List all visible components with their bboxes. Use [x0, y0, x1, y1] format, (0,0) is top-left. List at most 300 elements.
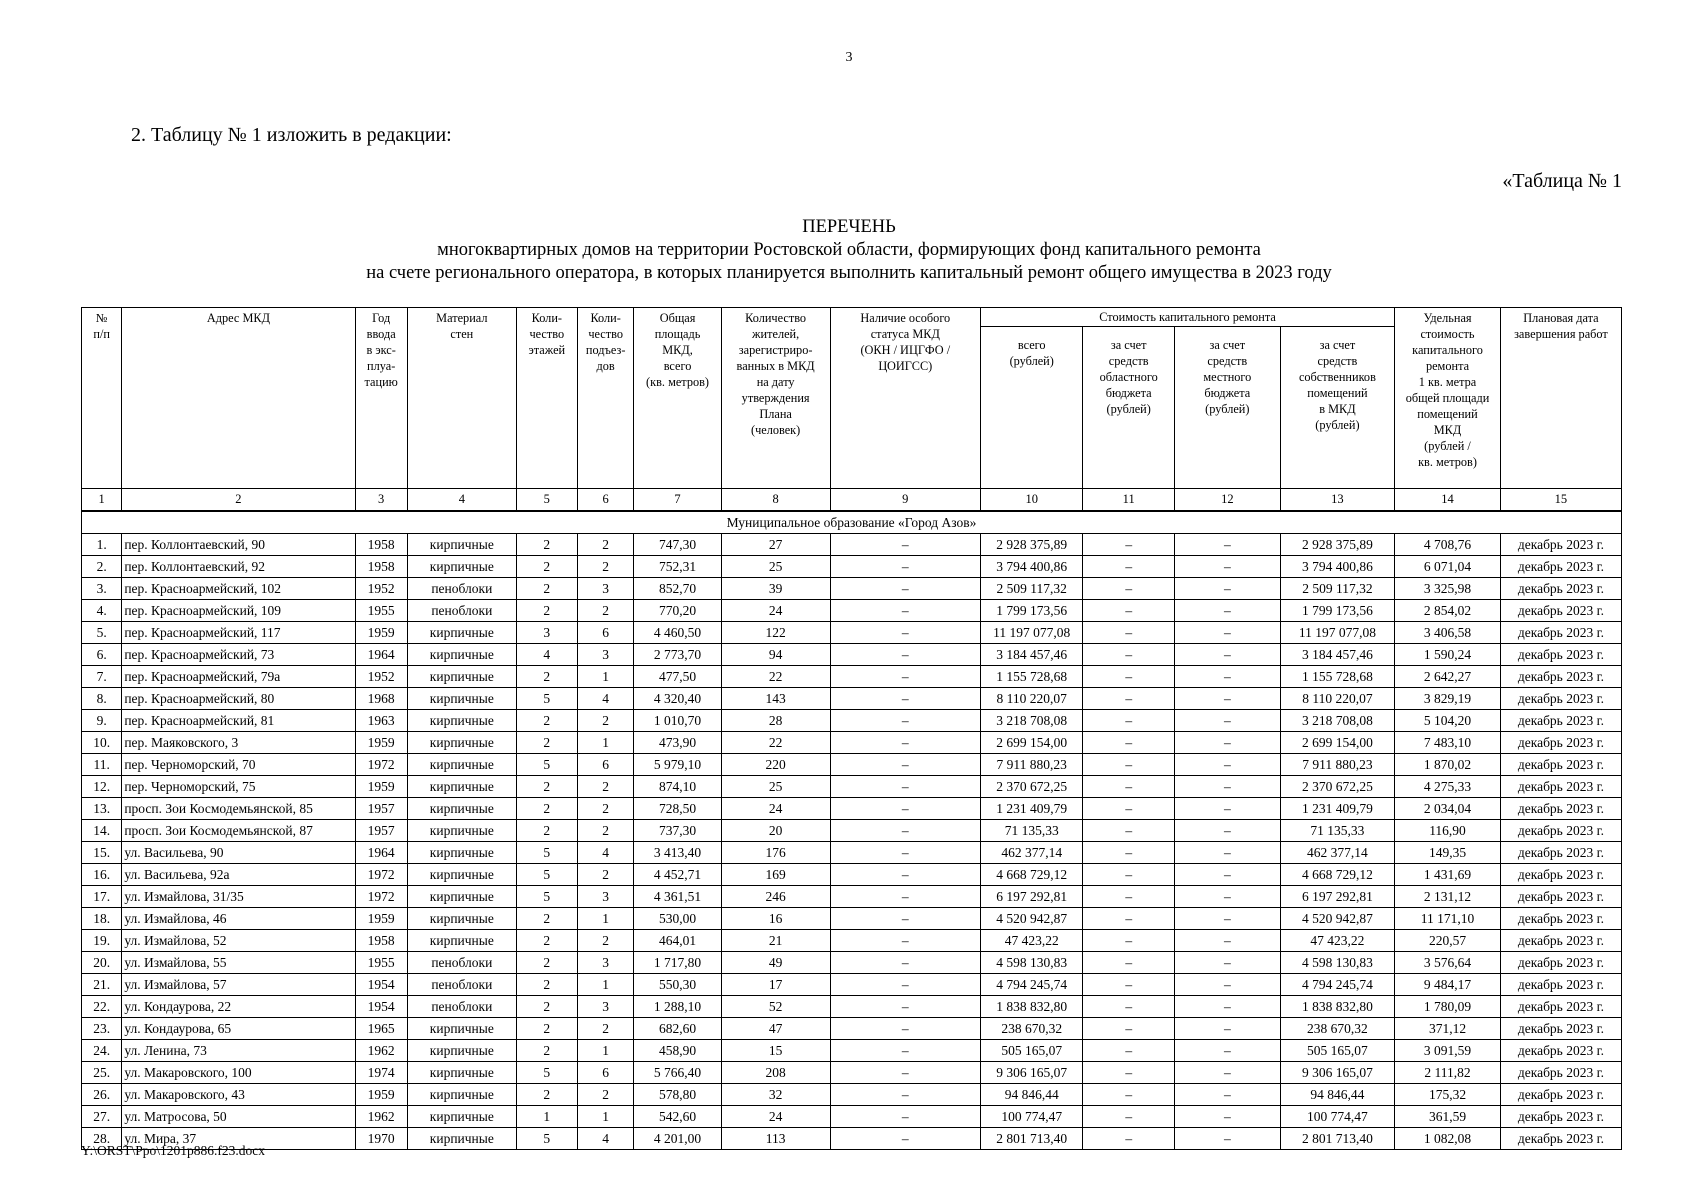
- cell-unit-cost: 11 171,10: [1395, 908, 1501, 930]
- cell-total-area: 458,90: [634, 1040, 721, 1062]
- cell-special-status: –: [830, 754, 980, 776]
- cell-cost-owners: 7 911 880,23: [1280, 754, 1394, 776]
- table-row: [82, 534, 1622, 556]
- header-material: Материал стен: [407, 308, 516, 489]
- cell-address: ул. Макаровского, 100: [122, 1062, 355, 1084]
- cell-unit-cost: 116,90: [1395, 820, 1501, 842]
- cell-row-num: 21.: [82, 974, 122, 996]
- cell-total-area: 1 010,70: [634, 710, 721, 732]
- cell-cost-total: 8 110 220,07: [981, 688, 1083, 710]
- header-deadline: Плановая дата завершения работ: [1500, 308, 1621, 489]
- cell-address: ул. Кондаурова, 22: [122, 996, 355, 1018]
- cell-row-num: 17.: [82, 886, 122, 908]
- cell-special-status: –: [830, 688, 980, 710]
- cell-cost-total: 238 670,32: [981, 1018, 1083, 1040]
- cell-unit-cost: 175,32: [1395, 1084, 1501, 1106]
- column-number: 5: [516, 489, 577, 512]
- cell-year: 1959: [355, 732, 407, 754]
- cell-unit-cost: 3 406,58: [1395, 622, 1501, 644]
- cell-cost-total: 47 423,22: [981, 930, 1083, 952]
- cell-total-area: 4 460,50: [634, 622, 721, 644]
- cell-deadline: декабрь 2023 г.: [1500, 754, 1621, 776]
- table-row: [82, 732, 1622, 754]
- cell-total-area: 4 320,40: [634, 688, 721, 710]
- cell-cost-owners: 100 774,47: [1280, 1106, 1394, 1128]
- cell-cost-total: 1 155 728,68: [981, 666, 1083, 688]
- cell-wall-material: пеноблоки: [407, 974, 516, 996]
- cell-cost-total: 2 370 672,25: [981, 776, 1083, 798]
- cell-cost-local: –: [1174, 996, 1280, 1018]
- cell-cost-owners: 94 846,44: [1280, 1084, 1394, 1106]
- cell-address: пер. Красноармейский, 80: [122, 688, 355, 710]
- cell-wall-material: кирпичные: [407, 820, 516, 842]
- cell-special-status: –: [830, 666, 980, 688]
- cell-row-num: 24.: [82, 1040, 122, 1062]
- cell-floors: 2: [516, 1084, 577, 1106]
- cell-deadline: декабрь 2023 г.: [1500, 952, 1621, 974]
- cell-entrances: 3: [577, 644, 634, 666]
- cell-residents: 21: [721, 930, 830, 952]
- cell-cost-regional: –: [1083, 776, 1175, 798]
- cell-deadline: декабрь 2023 г.: [1500, 732, 1621, 754]
- cell-unit-cost: 4 275,33: [1395, 776, 1501, 798]
- column-number: 9: [830, 489, 980, 512]
- cell-cost-regional: –: [1083, 1128, 1175, 1150]
- cell-cost-total: 7 911 880,23: [981, 754, 1083, 776]
- cell-year: 1959: [355, 908, 407, 930]
- cell-unit-cost: 1 590,24: [1395, 644, 1501, 666]
- cell-floors: 4: [516, 644, 577, 666]
- cell-floors: 1: [516, 1106, 577, 1128]
- table-row: [82, 578, 1622, 600]
- cell-floors: 5: [516, 688, 577, 710]
- cell-floors: 5: [516, 842, 577, 864]
- cell-entrances: 1: [577, 732, 634, 754]
- cell-entrances: 2: [577, 1018, 634, 1040]
- cell-floors: 2: [516, 556, 577, 578]
- cell-floors: 5: [516, 864, 577, 886]
- cell-cost-local: –: [1174, 864, 1280, 886]
- cell-floors: 2: [516, 952, 577, 974]
- cell-cost-owners: 4 598 130,83: [1280, 952, 1394, 974]
- cell-unit-cost: 3 829,19: [1395, 688, 1501, 710]
- cell-entrances: 2: [577, 600, 634, 622]
- document-title: [0, 216, 1698, 285]
- cell-total-area: 530,00: [634, 908, 721, 930]
- cell-total-area: 1 288,10: [634, 996, 721, 1018]
- cell-special-status: –: [830, 732, 980, 754]
- cell-row-num: 10.: [82, 732, 122, 754]
- cell-cost-total: 4 520 942,87: [981, 908, 1083, 930]
- cell-cost-regional: –: [1083, 754, 1175, 776]
- table-row: [82, 1062, 1622, 1084]
- table-row: [82, 1128, 1622, 1150]
- cell-unit-cost: 371,12: [1395, 1018, 1501, 1040]
- cell-unit-cost: 5 104,20: [1395, 710, 1501, 732]
- cell-row-num: 12.: [82, 776, 122, 798]
- cell-address: пер. Красноармейский, 79а: [122, 666, 355, 688]
- cell-cost-regional: –: [1083, 710, 1175, 732]
- cell-deadline: декабрь 2023 г.: [1500, 622, 1621, 644]
- cell-special-status: –: [830, 534, 980, 556]
- column-number: 2: [122, 489, 355, 512]
- cell-year: 1972: [355, 864, 407, 886]
- cell-cost-regional: –: [1083, 952, 1175, 974]
- cell-unit-cost: 1 870,02: [1395, 754, 1501, 776]
- cell-floors: 3: [516, 622, 577, 644]
- header-residents: Количество жителей, зарегистриро- ванных в МКД на дату утверждения Плана (человек): [721, 308, 830, 489]
- cell-special-status: –: [830, 952, 980, 974]
- title-line-3: на счете регионального оператора, в которых планируется выполнить капитальный ремонт общего имущества в 2023 году: [366, 263, 1332, 283]
- cell-cost-regional: –: [1083, 864, 1175, 886]
- cell-cost-total: 4 668 729,12: [981, 864, 1083, 886]
- cell-unit-cost: 6 071,04: [1395, 556, 1501, 578]
- cell-special-status: –: [830, 1128, 980, 1150]
- cell-year: 1957: [355, 798, 407, 820]
- cell-cost-local: –: [1174, 842, 1280, 864]
- table-row: [82, 886, 1622, 908]
- cell-cost-total: 4 794 245,74: [981, 974, 1083, 996]
- column-number: 7: [634, 489, 721, 512]
- cell-total-area: 1 717,80: [634, 952, 721, 974]
- table-body: [82, 534, 1622, 1150]
- cell-year: 1954: [355, 974, 407, 996]
- cell-unit-cost: 149,35: [1395, 842, 1501, 864]
- cell-residents: 94: [721, 644, 830, 666]
- cell-residents: 39: [721, 578, 830, 600]
- cell-residents: 24: [721, 600, 830, 622]
- cell-special-status: –: [830, 820, 980, 842]
- cell-row-num: 6.: [82, 644, 122, 666]
- cell-unit-cost: 1 082,08: [1395, 1128, 1501, 1150]
- cell-special-status: –: [830, 578, 980, 600]
- cell-year: 1970: [355, 1128, 407, 1150]
- title-line-2: многоквартирных домов на территории Ростовской области, формирующих фонд капитального ремонта: [437, 240, 1261, 260]
- cell-deadline: декабрь 2023 г.: [1500, 1084, 1621, 1106]
- cell-residents: 24: [721, 798, 830, 820]
- table-row: [82, 644, 1622, 666]
- cell-cost-total: 1 838 832,80: [981, 996, 1083, 1018]
- cell-floors: 2: [516, 820, 577, 842]
- cell-special-status: –: [830, 908, 980, 930]
- cell-wall-material: кирпичные: [407, 1084, 516, 1106]
- cell-address: ул. Макаровского, 43: [122, 1084, 355, 1106]
- cell-unit-cost: 2 131,12: [1395, 886, 1501, 908]
- cell-cost-regional: –: [1083, 600, 1175, 622]
- cell-deadline: декабрь 2023 г.: [1500, 1040, 1621, 1062]
- cell-entrances: 6: [577, 1062, 634, 1084]
- cell-cost-local: –: [1174, 688, 1280, 710]
- cell-cost-regional: –: [1083, 908, 1175, 930]
- cell-cost-regional: –: [1083, 974, 1175, 996]
- header-cost-local: за счет средств местного бюджета (рублей): [1174, 327, 1280, 489]
- cell-address: ул. Измайлова, 31/35: [122, 886, 355, 908]
- cell-cost-owners: 4 794 245,74: [1280, 974, 1394, 996]
- cell-unit-cost: 2 034,04: [1395, 798, 1501, 820]
- cell-cost-total: 4 598 130,83: [981, 952, 1083, 974]
- cell-residents: 143: [721, 688, 830, 710]
- cell-entrances: 1: [577, 1106, 634, 1128]
- table-label: «Таблица № 1: [1502, 170, 1622, 192]
- cell-entrances: 2: [577, 710, 634, 732]
- cell-deadline: декабрь 2023 г.: [1500, 930, 1621, 952]
- cell-floors: 2: [516, 1040, 577, 1062]
- cell-entrances: 2: [577, 534, 634, 556]
- cell-year: 1965: [355, 1018, 407, 1040]
- cell-residents: 16: [721, 908, 830, 930]
- cell-entrances: 3: [577, 578, 634, 600]
- cell-row-num: 27.: [82, 1106, 122, 1128]
- cell-residents: 28: [721, 710, 830, 732]
- cell-deadline: декабрь 2023 г.: [1500, 556, 1621, 578]
- header-cost-regional: за счет средств областного бюджета (рублей): [1083, 327, 1175, 489]
- column-number: 11: [1083, 489, 1175, 512]
- cell-wall-material: кирпичные: [407, 1106, 516, 1128]
- cell-year: 1954: [355, 996, 407, 1018]
- cell-total-area: 542,60: [634, 1106, 721, 1128]
- cell-year: 1959: [355, 622, 407, 644]
- cell-cost-local: –: [1174, 534, 1280, 556]
- cell-year: 1952: [355, 666, 407, 688]
- cell-special-status: –: [830, 842, 980, 864]
- cell-total-area: 770,20: [634, 600, 721, 622]
- cell-cost-local: –: [1174, 732, 1280, 754]
- cell-cost-regional: –: [1083, 996, 1175, 1018]
- cell-row-num: 11.: [82, 754, 122, 776]
- cell-cost-local: –: [1174, 798, 1280, 820]
- column-number: 15: [1500, 489, 1621, 512]
- cell-wall-material: кирпичные: [407, 1128, 516, 1150]
- table-row: [82, 600, 1622, 622]
- cell-residents: 22: [721, 666, 830, 688]
- header-num: № п/п: [82, 308, 122, 489]
- cell-cost-regional: –: [1083, 622, 1175, 644]
- cell-residents: 246: [721, 886, 830, 908]
- cell-wall-material: кирпичные: [407, 908, 516, 930]
- cell-entrances: 4: [577, 842, 634, 864]
- cell-year: 1964: [355, 644, 407, 666]
- cell-total-area: 578,80: [634, 1084, 721, 1106]
- cell-cost-local: –: [1174, 644, 1280, 666]
- cell-cost-regional: –: [1083, 1106, 1175, 1128]
- cell-address: ул. Ленина, 73: [122, 1040, 355, 1062]
- cell-special-status: –: [830, 776, 980, 798]
- cell-wall-material: кирпичные: [407, 666, 516, 688]
- cell-row-num: 7.: [82, 666, 122, 688]
- cell-year: 1955: [355, 952, 407, 974]
- table-row: [82, 820, 1622, 842]
- cell-special-status: –: [830, 930, 980, 952]
- cell-cost-owners: 4 520 942,87: [1280, 908, 1394, 930]
- cell-row-num: 25.: [82, 1062, 122, 1084]
- cell-total-area: 5 979,10: [634, 754, 721, 776]
- cell-special-status: –: [830, 996, 980, 1018]
- cell-deadline: декабрь 2023 г.: [1500, 534, 1621, 556]
- cell-cost-regional: –: [1083, 644, 1175, 666]
- cell-special-status: –: [830, 1106, 980, 1128]
- cell-total-area: 4 452,71: [634, 864, 721, 886]
- cell-entrances: 4: [577, 688, 634, 710]
- cell-special-status: –: [830, 644, 980, 666]
- cell-residents: 176: [721, 842, 830, 864]
- table-row: [82, 754, 1622, 776]
- cell-address: ул. Васильева, 92а: [122, 864, 355, 886]
- cell-deadline: декабрь 2023 г.: [1500, 886, 1621, 908]
- footer-path: Y:\ORST\Ppo\1201p886.f23.docx: [81, 1143, 266, 1158]
- cell-cost-total: 2 928 375,89: [981, 534, 1083, 556]
- header-cost-group: Стоимость капитального ремонта: [981, 308, 1395, 327]
- cell-unit-cost: 3 576,64: [1395, 952, 1501, 974]
- cell-cost-owners: 1 799 173,56: [1280, 600, 1394, 622]
- cell-row-num: 26.: [82, 1084, 122, 1106]
- cell-special-status: –: [830, 1062, 980, 1084]
- cell-wall-material: кирпичные: [407, 864, 516, 886]
- cell-wall-material: пеноблоки: [407, 600, 516, 622]
- cell-unit-cost: 4 708,76: [1395, 534, 1501, 556]
- cell-unit-cost: 3 325,98: [1395, 578, 1501, 600]
- cell-residents: 32: [721, 1084, 830, 1106]
- cell-entrances: 2: [577, 776, 634, 798]
- cell-floors: 2: [516, 600, 577, 622]
- cell-floors: 2: [516, 1018, 577, 1040]
- cell-total-area: 4 201,00: [634, 1128, 721, 1150]
- cell-address: пер. Черноморский, 70: [122, 754, 355, 776]
- cell-special-status: –: [830, 1040, 980, 1062]
- cell-cost-local: –: [1174, 820, 1280, 842]
- cell-row-num: 14.: [82, 820, 122, 842]
- cell-residents: 113: [721, 1128, 830, 1150]
- cell-address: ул. Кондаурова, 65: [122, 1018, 355, 1040]
- cell-row-num: 13.: [82, 798, 122, 820]
- cell-cost-owners: 71 135,33: [1280, 820, 1394, 842]
- cell-entrances: 3: [577, 996, 634, 1018]
- cell-residents: 22: [721, 732, 830, 754]
- cell-entrances: 1: [577, 908, 634, 930]
- cell-cost-owners: 1 155 728,68: [1280, 666, 1394, 688]
- cell-cost-local: –: [1174, 1128, 1280, 1150]
- cell-floors: 5: [516, 754, 577, 776]
- cell-wall-material: кирпичные: [407, 688, 516, 710]
- cell-cost-local: –: [1174, 952, 1280, 974]
- cell-cost-total: 6 197 292,81: [981, 886, 1083, 908]
- cell-residents: 122: [721, 622, 830, 644]
- cell-wall-material: пеноблоки: [407, 578, 516, 600]
- cell-total-area: 682,60: [634, 1018, 721, 1040]
- cell-cost-local: –: [1174, 1062, 1280, 1084]
- cell-deadline: декабрь 2023 г.: [1500, 776, 1621, 798]
- cell-wall-material: кирпичные: [407, 534, 516, 556]
- cell-row-num: 22.: [82, 996, 122, 1018]
- cell-unit-cost: 3 091,59: [1395, 1040, 1501, 1062]
- cell-year: 1964: [355, 842, 407, 864]
- cell-total-area: 747,30: [634, 534, 721, 556]
- cell-cost-owners: 2 928 375,89: [1280, 534, 1394, 556]
- cell-deadline: декабрь 2023 г.: [1500, 688, 1621, 710]
- cell-floors: 2: [516, 908, 577, 930]
- cell-residents: 25: [721, 776, 830, 798]
- cell-address: пер. Красноармейский, 81: [122, 710, 355, 732]
- cell-total-area: 874,10: [634, 776, 721, 798]
- cell-floors: 2: [516, 930, 577, 952]
- cell-address: пер. Коллонтаевский, 92: [122, 556, 355, 578]
- cell-year: 1958: [355, 556, 407, 578]
- cell-floors: 5: [516, 1062, 577, 1084]
- cell-cost-total: 71 135,33: [981, 820, 1083, 842]
- cell-entrances: 1: [577, 1040, 634, 1062]
- cell-address: пер. Красноармейский, 102: [122, 578, 355, 600]
- cell-cost-local: –: [1174, 776, 1280, 798]
- cell-wall-material: кирпичные: [407, 842, 516, 864]
- cell-cost-regional: –: [1083, 578, 1175, 600]
- cell-year: 1958: [355, 534, 407, 556]
- header-address: Адрес МКД: [122, 308, 355, 489]
- cell-cost-local: –: [1174, 1018, 1280, 1040]
- cell-cost-total: 2 801 713,40: [981, 1128, 1083, 1150]
- cell-address: пер. Маяковского, 3: [122, 732, 355, 754]
- cell-residents: 208: [721, 1062, 830, 1084]
- cell-cost-total: 1 231 409,79: [981, 798, 1083, 820]
- cell-entrances: 2: [577, 798, 634, 820]
- cell-residents: 25: [721, 556, 830, 578]
- table-row: [82, 864, 1622, 886]
- page-number: 3: [845, 50, 853, 65]
- cell-entrances: 6: [577, 622, 634, 644]
- cell-cost-owners: 238 670,32: [1280, 1018, 1394, 1040]
- cell-cost-owners: 11 197 077,08: [1280, 622, 1394, 644]
- cell-cost-total: 505 165,07: [981, 1040, 1083, 1062]
- cell-entrances: 2: [577, 930, 634, 952]
- cell-address: пер. Красноармейский, 109: [122, 600, 355, 622]
- cell-year: 1972: [355, 886, 407, 908]
- cell-cost-local: –: [1174, 600, 1280, 622]
- cell-cost-owners: 2 801 713,40: [1280, 1128, 1394, 1150]
- cell-address: пер. Красноармейский, 117: [122, 622, 355, 644]
- cell-cost-total: 100 774,47: [981, 1106, 1083, 1128]
- table-row: [82, 688, 1622, 710]
- cell-floors: 2: [516, 776, 577, 798]
- cell-total-area: 473,90: [634, 732, 721, 754]
- cell-address: ул. Мира, 37: [122, 1128, 355, 1150]
- cell-wall-material: кирпичные: [407, 798, 516, 820]
- cell-deadline: декабрь 2023 г.: [1500, 798, 1621, 820]
- cell-deadline: декабрь 2023 г.: [1500, 864, 1621, 886]
- cell-entrances: 6: [577, 754, 634, 776]
- cell-deadline: декабрь 2023 г.: [1500, 842, 1621, 864]
- cell-year: 1959: [355, 1084, 407, 1106]
- cell-wall-material: пеноблоки: [407, 952, 516, 974]
- cell-cost-owners: 3 184 457,46: [1280, 644, 1394, 666]
- cell-row-num: 18.: [82, 908, 122, 930]
- cell-cost-local: –: [1174, 666, 1280, 688]
- cell-wall-material: кирпичные: [407, 556, 516, 578]
- header-entrances: Коли- чество подъез- дов: [577, 308, 634, 489]
- cell-cost-regional: –: [1083, 688, 1175, 710]
- cell-year: 1952: [355, 578, 407, 600]
- cell-cost-regional: –: [1083, 732, 1175, 754]
- cell-cost-total: 1 799 173,56: [981, 600, 1083, 622]
- cell-entrances: 3: [577, 952, 634, 974]
- cell-residents: 169: [721, 864, 830, 886]
- cell-wall-material: кирпичные: [407, 1018, 516, 1040]
- cell-address: ул. Измайлова, 57: [122, 974, 355, 996]
- cell-year: 1968: [355, 688, 407, 710]
- cell-address: ул. Матросова, 50: [122, 1106, 355, 1128]
- cell-floors: 2: [516, 974, 577, 996]
- cell-cost-owners: 1 231 409,79: [1280, 798, 1394, 820]
- cell-cost-local: –: [1174, 556, 1280, 578]
- cell-cost-total: 3 184 457,46: [981, 644, 1083, 666]
- cell-row-num: 20.: [82, 952, 122, 974]
